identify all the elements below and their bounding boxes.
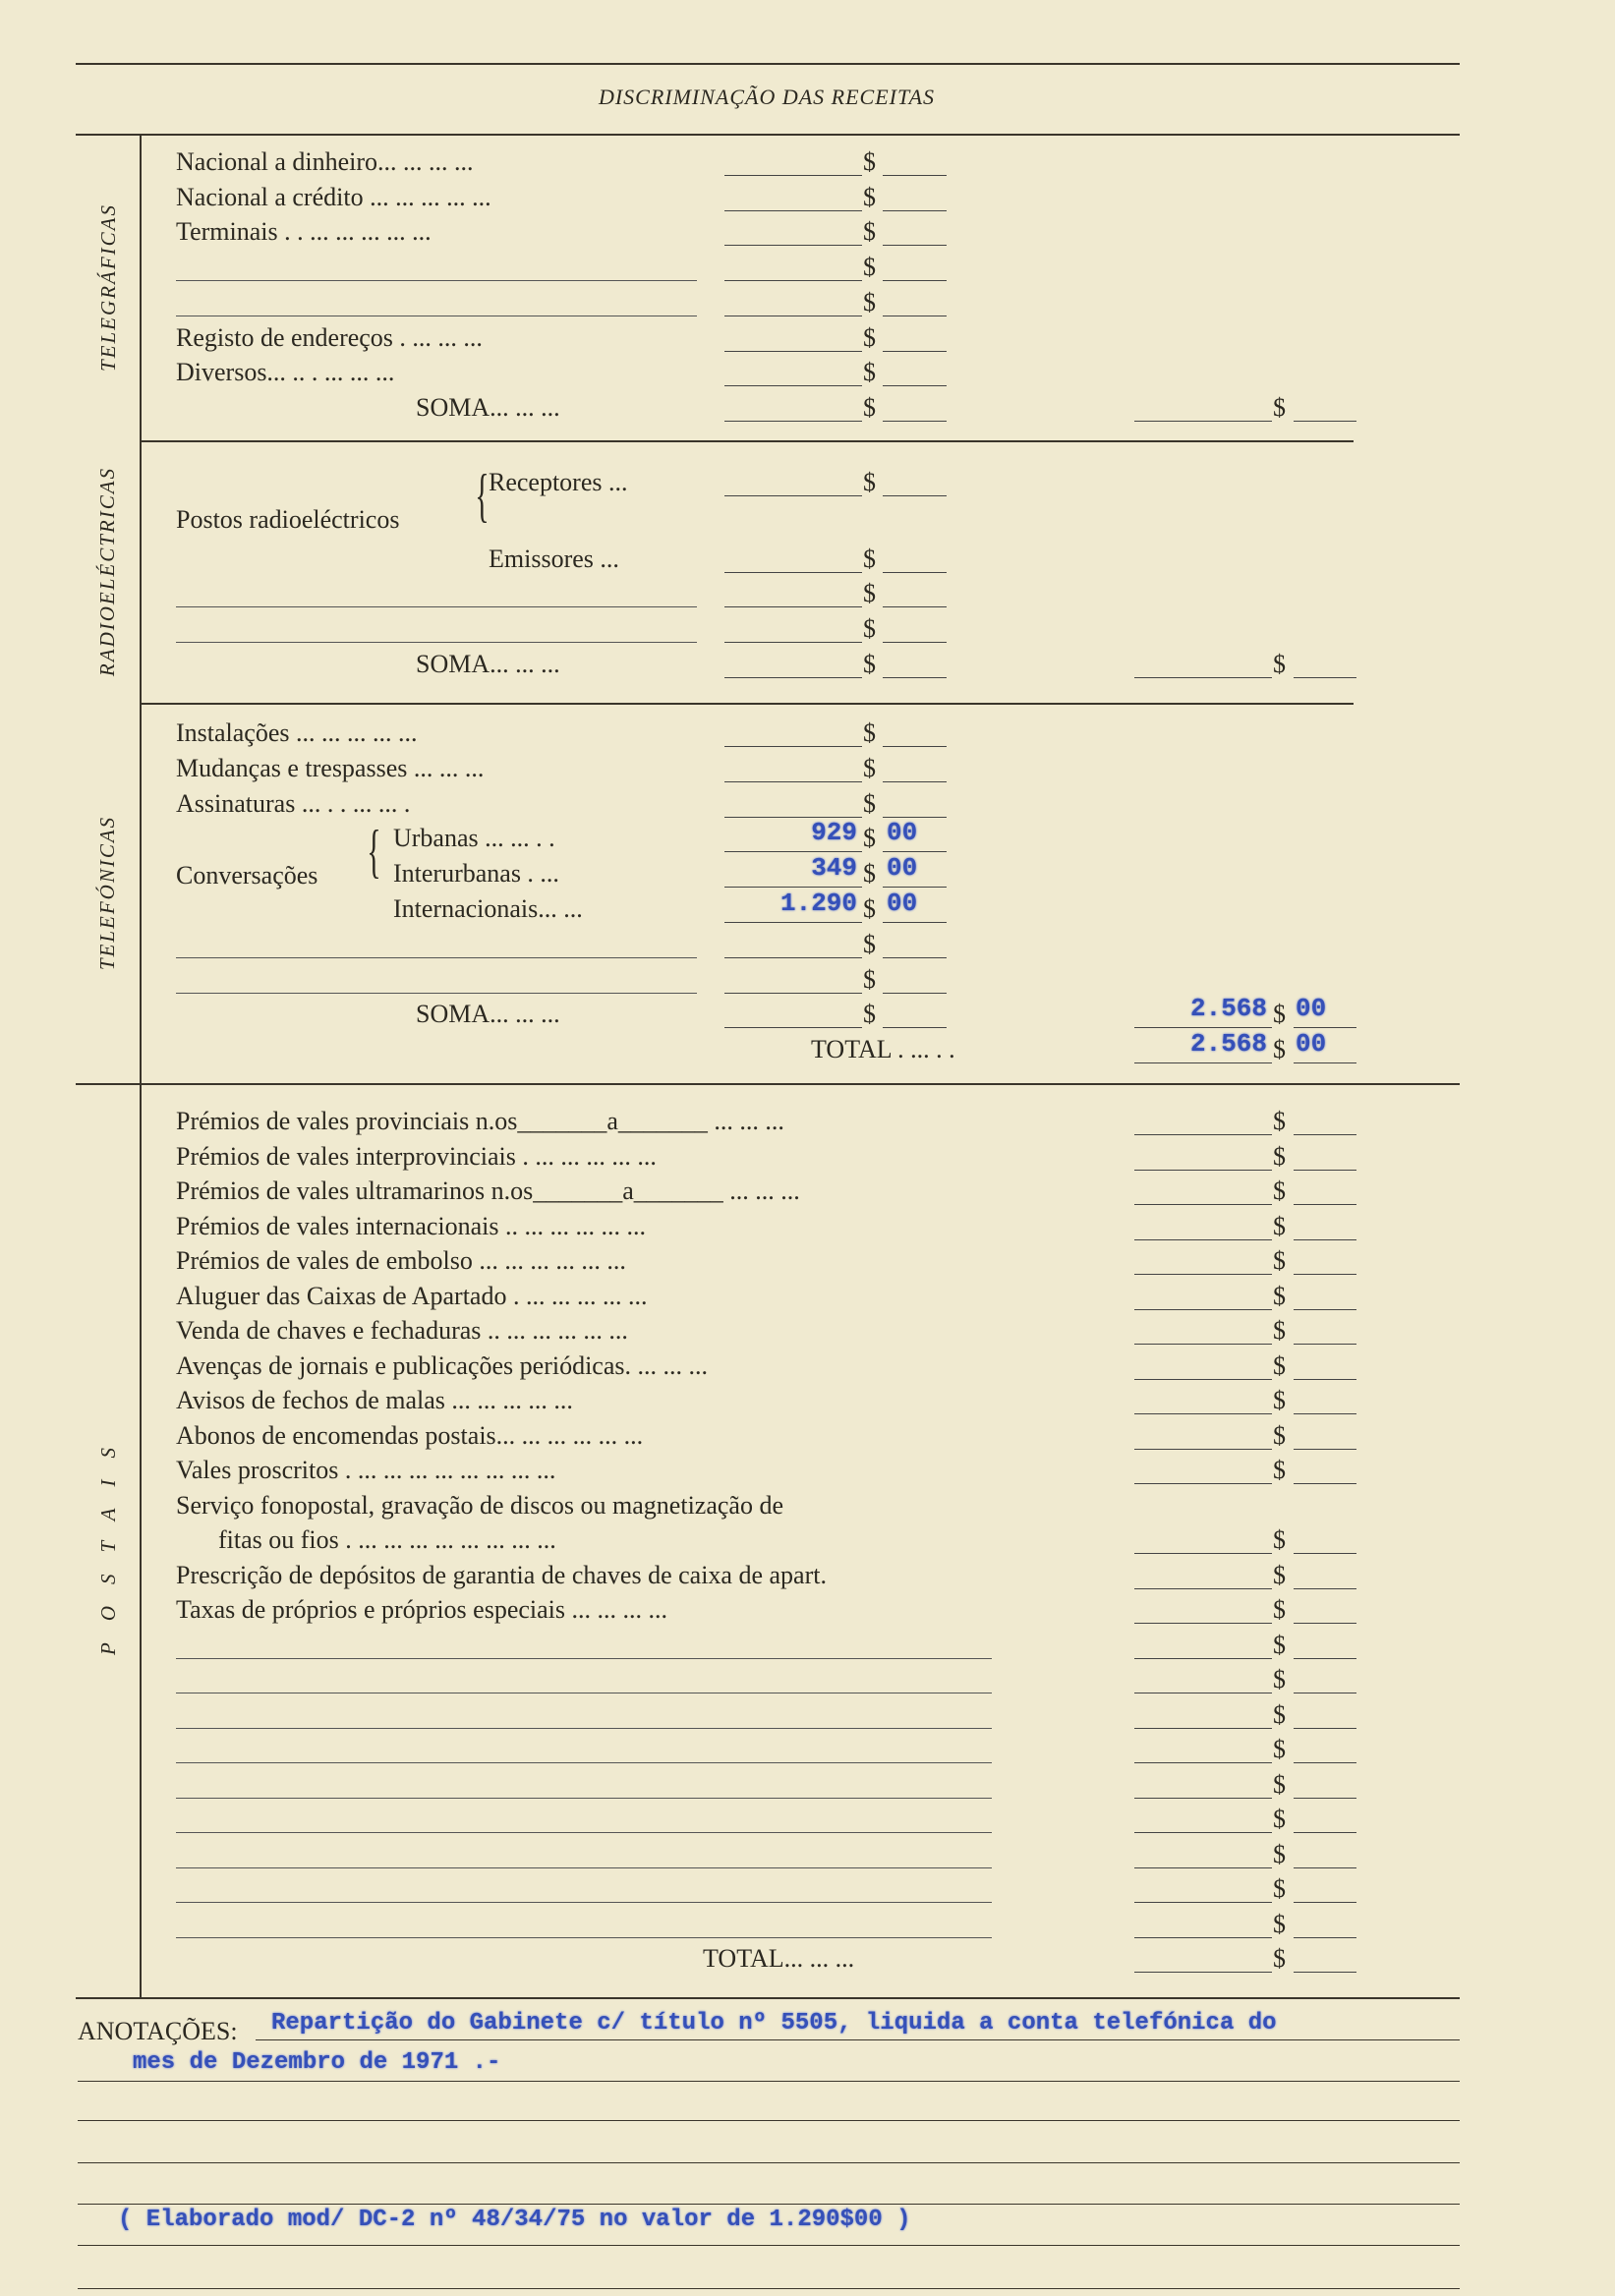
form-row	[0, 1386, 1615, 1419]
row-label: Nacional a dinheiro... ... ... ...	[176, 147, 474, 176]
blank-line	[176, 1658, 992, 1659]
form-row	[0, 1561, 1615, 1594]
amount-line	[724, 677, 862, 678]
form-row	[0, 718, 1615, 752]
currency-sign: $	[1273, 1420, 1286, 1450]
row-label: SOMA... ... ...	[416, 650, 560, 678]
currency-sign: $	[1273, 1874, 1286, 1903]
currency-sign: $	[863, 650, 876, 678]
form-row	[0, 579, 1615, 612]
total-cents-line	[1294, 1062, 1356, 1063]
total-cents-line	[1294, 1344, 1356, 1345]
total-cents-line	[1294, 1798, 1356, 1799]
total-amount-line	[1134, 1553, 1272, 1554]
currency-sign: $	[1273, 1386, 1286, 1414]
form-row	[0, 1351, 1615, 1385]
group-label-postos: Postos radioeléctricos	[176, 505, 400, 534]
total-amount-line	[1134, 1902, 1272, 1903]
currency-sign: $	[1273, 1630, 1286, 1659]
currency-sign: $	[1273, 1035, 1286, 1064]
cents-line	[883, 746, 947, 747]
annotation-line	[256, 2039, 1460, 2040]
cents-line	[883, 1027, 947, 1028]
total-cents-line	[1294, 1239, 1356, 1240]
currency-sign: $	[1273, 1281, 1286, 1310]
row-label: TOTAL . ... . .	[811, 1035, 955, 1064]
total-amount-line	[1134, 1449, 1272, 1450]
total-cents-line	[1294, 1204, 1356, 1205]
total-cents-line	[1294, 421, 1356, 422]
form-row	[0, 393, 1615, 427]
total-cents-line	[1294, 1658, 1356, 1659]
amount-value: 929	[811, 818, 857, 848]
total-amount-line	[1134, 1728, 1272, 1729]
amount-line	[724, 993, 862, 994]
brace: {	[367, 819, 381, 884]
form-row	[0, 1525, 1615, 1559]
total-cents-line	[1294, 1762, 1356, 1763]
cents-line	[883, 781, 947, 782]
currency-sign: $	[863, 579, 876, 607]
form-row	[0, 889, 1615, 928]
currency-sign: $	[1273, 392, 1286, 422]
form-row	[0, 253, 1615, 286]
form-row	[0, 323, 1615, 357]
row-label: Aluguer das Caixas de Apartado . ... ... ... ... ...	[176, 1281, 648, 1310]
currency-sign: $	[1273, 1595, 1286, 1624]
currency-sign: $	[1273, 1177, 1286, 1205]
total-amount-line	[1134, 1798, 1272, 1799]
amount-line	[724, 245, 862, 246]
row-label: SOMA... ... ...	[416, 392, 560, 422]
row-label: Terminais . . ... ... ... ... ...	[176, 217, 432, 247]
annotation-line	[78, 2081, 1460, 2082]
total-amount-line	[1134, 1239, 1272, 1240]
cents-line	[883, 957, 947, 958]
currency-sign: $	[863, 964, 876, 994]
form-row	[0, 1246, 1615, 1280]
row-label: Receptores ...	[489, 468, 628, 496]
annotations-label: ANOTAÇÕES:	[78, 2017, 238, 2045]
total-amount-line	[1134, 1309, 1272, 1310]
total-amount-line	[1134, 1972, 1272, 1973]
row-label: TOTAL... ... ...	[703, 1944, 855, 1973]
row-label: Vales proscritos . ... ... ... ... ... ... ... ...	[176, 1456, 556, 1484]
currency-sign: $	[1273, 1839, 1286, 1868]
divider	[76, 1997, 1460, 1999]
amount-line	[724, 642, 862, 643]
total-amount-line	[1134, 1413, 1272, 1414]
form-row	[0, 147, 1615, 181]
total-cents: 00	[1296, 994, 1327, 1024]
total-cents: 00	[1296, 1029, 1327, 1060]
total-amount-line	[1134, 1062, 1272, 1063]
row-label: Venda de chaves e fechaduras .. ... ... ... ... ...	[176, 1316, 628, 1345]
row-label: Taxas de próprios e próprios especiais ... ... ... ...	[176, 1595, 668, 1624]
total-cents-line	[1294, 1867, 1356, 1868]
blank-line	[176, 1762, 992, 1763]
form-row	[0, 183, 1615, 216]
total-cents-line	[1294, 1274, 1356, 1275]
amount-line	[724, 922, 862, 923]
blank-line	[176, 1867, 992, 1868]
row-label: fitas ou fios . ... ... ... ... ... ... ... ...	[218, 1525, 556, 1554]
amount-value: 349	[811, 853, 857, 884]
currency-sign: $	[863, 614, 876, 643]
currency-sign: $	[863, 859, 876, 889]
cents-line	[883, 175, 947, 176]
cents-line	[883, 421, 947, 422]
currency-sign: $	[863, 182, 876, 211]
cents-line	[883, 385, 947, 386]
amount-line	[724, 746, 862, 747]
amount-line	[724, 957, 862, 958]
divider	[76, 134, 1460, 136]
annotation-line-3: ( Elaborado mod/ DC-2 nº 48/34/75 no valor de 1.290$00 )	[118, 2207, 911, 2233]
form-row	[0, 650, 1615, 683]
total-amount-line	[1134, 1344, 1272, 1345]
form-row	[0, 1282, 1615, 1315]
blank-line	[176, 1937, 992, 1938]
row-label: Prémios de vales interprovinciais . ... ... ... ... ...	[176, 1141, 657, 1171]
currency-sign: $	[1273, 1944, 1286, 1973]
annotation-line-1: Repartição do Gabinete c/ título nº 5505, liquida a conta telefónica do	[271, 2010, 1277, 2037]
total-amount-line	[1134, 1274, 1272, 1275]
total-cents-line	[1294, 1553, 1356, 1554]
cents-line	[883, 351, 947, 352]
total-cents-line	[1294, 1449, 1356, 1450]
currency-sign: $	[1273, 1141, 1286, 1171]
total-value: 2.568	[1189, 994, 1267, 1024]
total-amount-line	[1134, 1588, 1272, 1589]
form-row	[0, 1910, 1615, 1943]
form-row	[0, 217, 1615, 251]
total-cents-line	[1294, 1483, 1356, 1484]
amount-cents: 00	[887, 889, 918, 918]
currency-sign: $	[863, 753, 876, 782]
total-amount-line	[1134, 1867, 1272, 1868]
currency-sign: $	[1273, 1769, 1286, 1799]
row-label: Nacional a crédito ... ... ... ... ...	[176, 182, 491, 211]
form-row	[0, 1212, 1615, 1245]
form-row	[0, 1456, 1615, 1489]
currency-sign: $	[1273, 1909, 1286, 1938]
amount-line	[724, 385, 862, 386]
total-value: 2.568	[1189, 1029, 1267, 1060]
total-cents-line	[1294, 1588, 1356, 1589]
amount-line	[724, 280, 862, 281]
currency-sign: $	[1273, 1246, 1286, 1275]
group-label-conversacoes: Conversações	[176, 861, 318, 890]
form-row	[0, 1770, 1615, 1804]
annotation-line	[78, 2204, 1460, 2205]
blank-line	[176, 1798, 992, 1799]
amount-line	[724, 781, 862, 782]
form-row	[0, 1944, 1615, 1978]
blank-line	[176, 606, 697, 607]
currency-sign: $	[863, 253, 876, 282]
total-cents-line	[1294, 1309, 1356, 1310]
form-row	[0, 818, 1615, 857]
row-label: Prémios de vales ultramarinos n.os_______a_______ ... ... ...	[176, 1177, 800, 1205]
form-row	[0, 789, 1615, 823]
currency-sign: $	[863, 217, 876, 247]
cents-line	[883, 572, 947, 573]
currency-sign: $	[1273, 1699, 1286, 1729]
blank-line	[176, 1902, 992, 1903]
currency-sign: $	[863, 358, 876, 387]
form-row	[0, 288, 1615, 321]
row-label: Internacionais... ...	[393, 894, 583, 923]
row-label: Registo de endereços . ... ... ...	[176, 322, 483, 352]
total-amount-line	[1134, 1832, 1272, 1833]
brace: {	[475, 463, 490, 528]
total-amount-line	[1134, 421, 1272, 422]
page-title: DISCRIMINAÇÃO DAS RECEITAS	[598, 85, 936, 109]
form-row	[0, 358, 1615, 391]
annotation-line	[78, 2120, 1460, 2121]
form-row	[0, 494, 1615, 528]
cents-line	[883, 642, 947, 643]
currency-sign: $	[1273, 1211, 1286, 1240]
amount-line	[724, 210, 862, 211]
divider	[140, 703, 1354, 705]
row-label: SOMA... ... ...	[416, 1000, 560, 1029]
form-row	[0, 1029, 1615, 1068]
total-amount-line	[1134, 1762, 1272, 1763]
form-row	[0, 1735, 1615, 1768]
total-amount-line	[1134, 1658, 1272, 1659]
currency-sign: $	[1273, 1316, 1286, 1345]
currency-sign: $	[1273, 1805, 1286, 1833]
row-label: Instalações ... ... ... ... ...	[176, 718, 418, 747]
total-cents-line	[1294, 1379, 1356, 1380]
currency-sign: $	[863, 1000, 876, 1029]
total-amount-line	[1134, 1379, 1272, 1380]
annotation-line-2: mes de Dezembro de 1971 .-	[133, 2049, 501, 2076]
section-name: TELEGRÁFICAS	[95, 202, 120, 372]
amount-line	[724, 421, 862, 422]
form-row	[0, 1631, 1615, 1664]
total-cents-line	[1294, 1728, 1356, 1729]
cents-line	[883, 210, 947, 211]
section-name: TELEFÓNICAS	[95, 815, 120, 971]
currency-sign: $	[863, 147, 876, 176]
currency-sign: $	[1273, 650, 1286, 678]
cents-line	[883, 922, 947, 923]
cents-line	[883, 606, 947, 607]
total-cents-line	[1294, 1623, 1356, 1624]
row-label: Abonos de encomendas postais... ... ... ... ... ...	[176, 1420, 644, 1450]
row-label: Emissores ...	[489, 545, 619, 573]
total-amount-line	[1134, 1204, 1272, 1205]
blank-line	[176, 280, 697, 281]
cents-line	[883, 280, 947, 281]
form-row	[0, 1107, 1615, 1140]
annotation-line	[78, 2245, 1460, 2246]
section-name: POSTAIS	[95, 1425, 120, 1655]
row-label: Serviço fonopostal, gravação de discos ou magnetização de	[176, 1490, 783, 1520]
currency-sign: $	[1273, 1665, 1286, 1693]
form-row	[0, 965, 1615, 999]
currency-sign: $	[863, 824, 876, 853]
total-cents-line	[1294, 1170, 1356, 1171]
divider	[76, 1083, 1460, 1085]
annotation-line	[78, 2288, 1460, 2289]
currency-sign: $	[863, 322, 876, 352]
currency-sign: $	[1273, 1350, 1286, 1380]
currency-sign: $	[863, 287, 876, 316]
currency-sign: $	[1273, 1525, 1286, 1554]
amount-cents: 00	[887, 818, 918, 848]
blank-line	[176, 1832, 992, 1833]
currency-sign: $	[863, 788, 876, 818]
row-label: Prémios de vales internacionais .. ... ... ... ... ...	[176, 1211, 647, 1240]
row-label: Avenças de jornais e publicações periódicas. ... ... ...	[176, 1350, 708, 1380]
form-row	[0, 930, 1615, 963]
currency-sign: $	[863, 545, 876, 573]
blank-line	[176, 1728, 992, 1729]
total-cents-line	[1294, 1937, 1356, 1938]
currency-sign: $	[1273, 1560, 1286, 1589]
amount-value: 1.290	[779, 889, 857, 918]
form-row	[0, 1805, 1615, 1838]
divider	[76, 63, 1460, 65]
amount-cents: 00	[887, 853, 918, 884]
form-row	[0, 1700, 1615, 1734]
amount-line	[724, 175, 862, 176]
total-cents-line	[1294, 1413, 1356, 1414]
row-label: Assinaturas ... . . ... ... .	[176, 788, 411, 818]
row-label: Mudanças e trespasses ... ... ...	[176, 753, 485, 782]
form-row	[0, 1874, 1615, 1908]
amount-line	[724, 1027, 862, 1028]
form-row	[0, 1177, 1615, 1210]
amount-line	[724, 606, 862, 607]
currency-sign: $	[863, 718, 876, 747]
blank-line	[176, 642, 697, 643]
row-label: Prémios de vales provinciais n.os_______a_______ ... ... ...	[176, 1107, 784, 1135]
annotation-line	[78, 2162, 1460, 2163]
form-row	[0, 614, 1615, 648]
total-amount-line	[1134, 1937, 1272, 1938]
total-amount-line	[1134, 677, 1272, 678]
currency-sign: $	[1273, 1000, 1286, 1029]
currency-sign: $	[863, 468, 876, 496]
total-cents-line	[1294, 677, 1356, 678]
row-label: Prémios de vales de embolso ... ... ... ... ... ...	[176, 1246, 626, 1275]
section-name: RADIOELÉCTRICAS	[95, 466, 120, 677]
blank-line	[176, 993, 697, 994]
total-amount-line	[1134, 1623, 1272, 1624]
row-label: Interurbanas . ...	[393, 859, 559, 889]
total-cents-line	[1294, 1972, 1356, 1973]
total-amount-line	[1134, 1170, 1272, 1171]
total-amount-line	[1134, 1134, 1272, 1135]
amount-line	[724, 572, 862, 573]
form-row	[0, 754, 1615, 787]
total-cents-line	[1294, 1832, 1356, 1833]
row-label: Urbanas ... ... . .	[393, 824, 555, 853]
currency-sign: $	[863, 929, 876, 958]
total-amount-line	[1134, 1483, 1272, 1484]
row-label: Prescrição de depósitos de garantia de chaves de caixa de apart.	[176, 1560, 827, 1589]
cents-line	[883, 993, 947, 994]
total-cents-line	[1294, 1134, 1356, 1135]
currency-sign: $	[1273, 1107, 1286, 1135]
cents-line	[883, 677, 947, 678]
divider	[140, 440, 1354, 442]
form-row	[0, 545, 1615, 578]
currency-sign: $	[863, 392, 876, 422]
currency-sign: $	[1273, 1735, 1286, 1763]
blank-line	[176, 957, 697, 958]
row-label: Diversos... .. . ... ... ...	[176, 358, 395, 387]
form-row	[0, 1491, 1615, 1524]
total-cents-line	[1294, 1902, 1356, 1903]
form-row	[0, 1142, 1615, 1176]
form-row	[0, 994, 1615, 1033]
form-row	[0, 1665, 1615, 1698]
amount-line	[724, 351, 862, 352]
form-row	[0, 1316, 1615, 1349]
form-row	[0, 1421, 1615, 1455]
currency-sign: $	[1273, 1456, 1286, 1484]
cents-line	[883, 245, 947, 246]
form-row	[0, 1595, 1615, 1629]
currency-sign: $	[863, 894, 876, 923]
row-label: Avisos de fechos de malas ... ... ... ... ...	[176, 1386, 573, 1414]
form-row	[0, 1840, 1615, 1873]
